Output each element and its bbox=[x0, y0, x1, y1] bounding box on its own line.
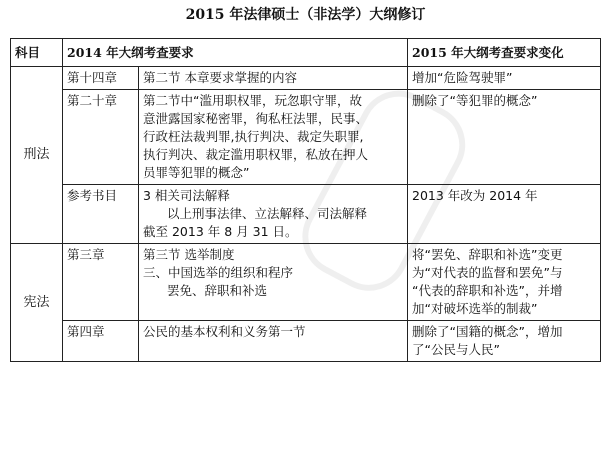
change-line: 增加“危险驾驶罪” bbox=[412, 70, 513, 85]
requirement-line: 截至 2013 年 8 月 31 日。 bbox=[143, 224, 298, 239]
table-row bbox=[11, 185, 601, 244]
table-row bbox=[11, 321, 601, 362]
requirement-cell bbox=[139, 244, 408, 321]
requirement-cell bbox=[139, 321, 408, 362]
header-2015-changes: 2015 年大纲考查要求变化 bbox=[408, 39, 601, 67]
syllabus-revision-table bbox=[10, 38, 601, 362]
change-cell bbox=[408, 244, 601, 321]
requirement-line: 第三节 选举制度 bbox=[143, 247, 235, 262]
change-line: 将“罢免、辞职和补选”变更 bbox=[412, 247, 563, 262]
header-2014-requirements: 2014 年大纲考查要求 bbox=[63, 39, 408, 67]
requirement-line: 以上刑事法律、立法解释、司法解释 bbox=[167, 206, 368, 221]
change-cell bbox=[408, 67, 601, 90]
requirement-cell bbox=[139, 67, 408, 90]
requirement-line: 行政枉法裁判罪,执行判决、裁定失职罪, bbox=[143, 129, 364, 144]
table-row bbox=[11, 90, 601, 185]
chapter-cell: 参考书目 bbox=[63, 185, 139, 244]
change-cell bbox=[408, 90, 601, 185]
header-subject: 科目 bbox=[11, 39, 63, 67]
change-line: 删除了“国籍的概念”，增加 bbox=[412, 324, 563, 339]
change-line: “代表的辞职和补选”，并增 bbox=[412, 283, 563, 298]
requirement-line: 三、中国选举的组织和程序 bbox=[143, 265, 294, 280]
requirement-cell bbox=[139, 185, 408, 244]
table-row bbox=[11, 244, 601, 321]
requirement-line: 执行判决、裁定滥用职权罪，私放在押人 bbox=[143, 147, 369, 162]
requirement-line: 3 相关司法解释 bbox=[143, 188, 230, 203]
subject-cell-constitutional-law: 宪法 bbox=[11, 244, 63, 362]
requirement-line: 第二节 本章要求掌握的内容 bbox=[143, 70, 297, 85]
page-title: 2015 年法律硕士（非法学）大纲修订 bbox=[185, 7, 426, 23]
requirement-line: 员罪等犯罪的概念” bbox=[143, 165, 250, 180]
change-line: 为“对代表的监督和罢免”与 bbox=[412, 265, 563, 280]
requirement-line: 罢免、辞职和补选 bbox=[167, 283, 268, 298]
requirement-cell bbox=[139, 90, 408, 185]
chapter-cell: 第四章 bbox=[63, 321, 139, 362]
chapter-cell: 第二十章 bbox=[63, 90, 139, 185]
requirement-line: 意泄露国家秘密罪，徇私枉法罪，民事、 bbox=[143, 111, 369, 126]
change-cell bbox=[408, 321, 601, 362]
change-cell bbox=[408, 185, 601, 244]
table-row bbox=[11, 67, 601, 90]
table-header-row bbox=[11, 39, 601, 67]
chapter-cell: 第三章 bbox=[63, 244, 139, 321]
chapter-cell: 第十四章 bbox=[63, 67, 139, 90]
requirement-line: 第二节中“滥用职权罪，玩忽职守罪，故 bbox=[143, 93, 362, 108]
subject-cell-criminal-law: 刑法 bbox=[11, 67, 63, 244]
requirement-line: 公民的基本权利和义务第一节 bbox=[143, 324, 306, 339]
change-line: 删除了“等犯罪的概念” bbox=[412, 93, 538, 108]
change-line: 了“公民与人民” bbox=[412, 342, 500, 357]
change-line: 2013 年改为 2014 年 bbox=[412, 188, 538, 203]
change-line: 加“对破坏选举的制裁” bbox=[412, 301, 538, 316]
